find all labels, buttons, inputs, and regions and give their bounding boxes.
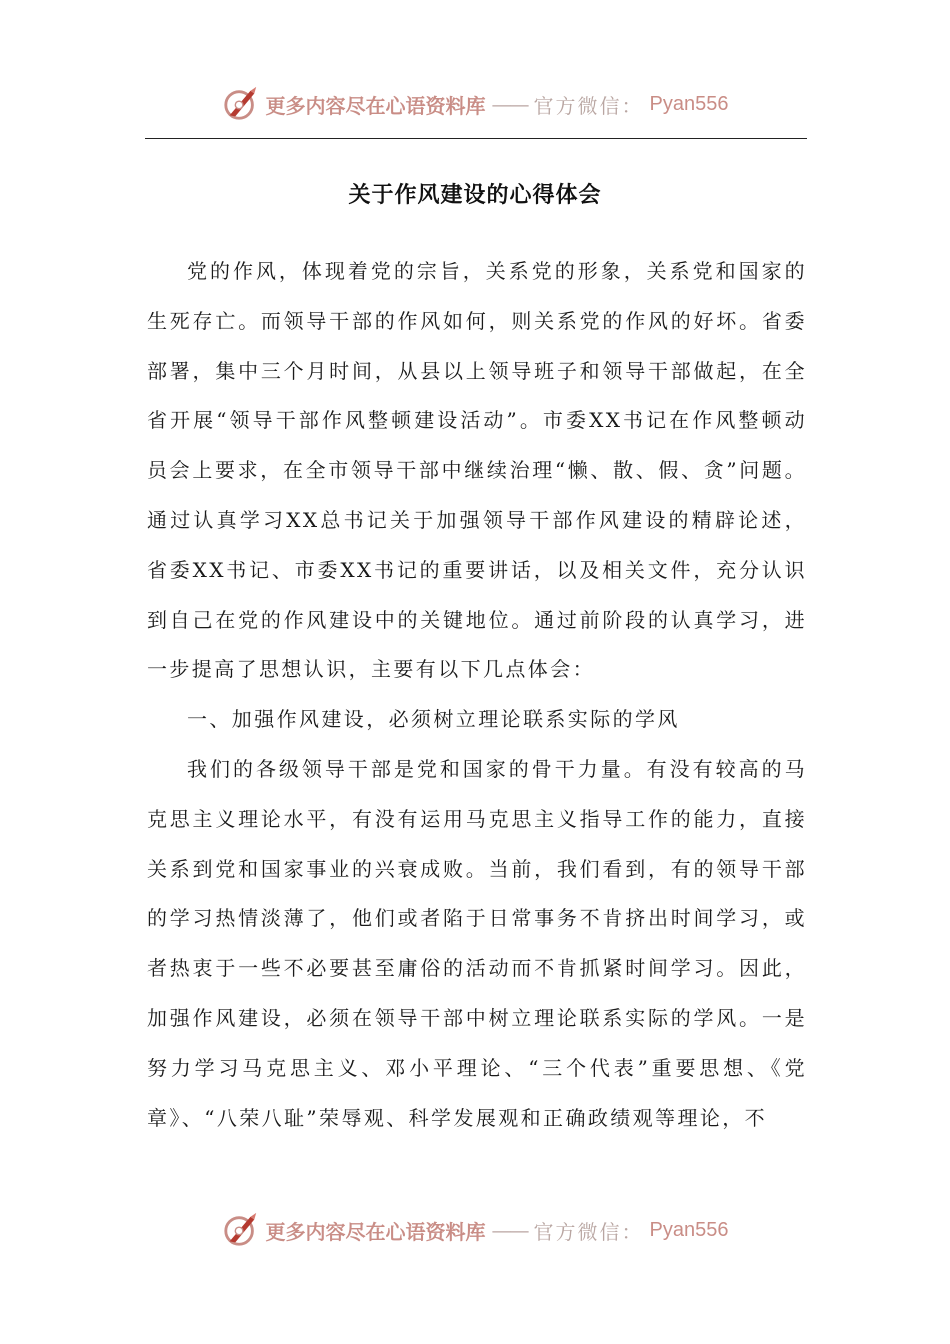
quill-logo-icon	[222, 85, 260, 123]
quill-logo-icon	[222, 1211, 260, 1249]
paragraph-section-1: 我们的各级领导干部是党和国家的骨干力量。有没有较高的马克思主义理论水平，有没有运用马克思主义指导工作的能力，直接关系到党和国家事业的兴衰成败。当前，我们看到，有的领导干部的学习热情淡薄了，他们或者陷于日常事务不肯挤出时间学习，或者热衷于一些不必要甚至庸俗的活动而不肯抓紧时间学习。因此，加强作风建设，必须在领导干部中树立理论联系实际的学风。一是努力学习马克思主义、邓小平理论、“三个代表”重要思想、《党章》、“八荣八耻”荣辱观、科学发展观和正确政绩观等理论，不	[147, 756, 807, 1130]
watermark-wechat-label: 官方微信：	[533, 1219, 644, 1244]
header-divider	[145, 138, 807, 139]
watermark-separator: ——	[491, 92, 528, 116]
watermark-separator: ——	[491, 1218, 528, 1242]
watermark-wechat-id: Pyan556	[649, 1218, 729, 1241]
watermark-wechat-label: 官方微信：	[533, 93, 644, 118]
footer-watermark	[0, 1208, 950, 1252]
header-watermark	[0, 82, 950, 126]
paragraph-intro: 党的作风，体现着党的宗旨，关系党的形象，关系党和国家的生死存亡。而领导干部的作风如何，则关系党的作风的好坏。省委部署，集中三个月时间，从县以上领导班子和领导干部做起，在全省开展“领导干部作风整顿建设活动”。市委XX书记在作风整顿动员会上要求，在全市领导干部中继续治理“懒、散、假、贪”问题。通过认真学习XX总书记关于加强领导干部作风建设的精辟论述，省委XX书记、市委XX书记的重要讲话，以及相关文件，充分认识到自己在党的作风建设中的关键地位。通过前阶段的认真学习，进一步提高了思想认识，主要有以下几点体会：	[147, 259, 807, 682]
watermark-brand: 更多内容尽在心语资料库	[265, 93, 486, 118]
document-title: 关于作风建设的心得体会	[348, 182, 602, 208]
watermark-wechat-id: Pyan556	[649, 92, 729, 115]
section-heading-1: 一、加强作风建设，必须树立理论联系实际的学风	[187, 707, 680, 732]
watermark-brand: 更多内容尽在心语资料库	[265, 1219, 486, 1244]
document-body	[147, 247, 807, 1143]
